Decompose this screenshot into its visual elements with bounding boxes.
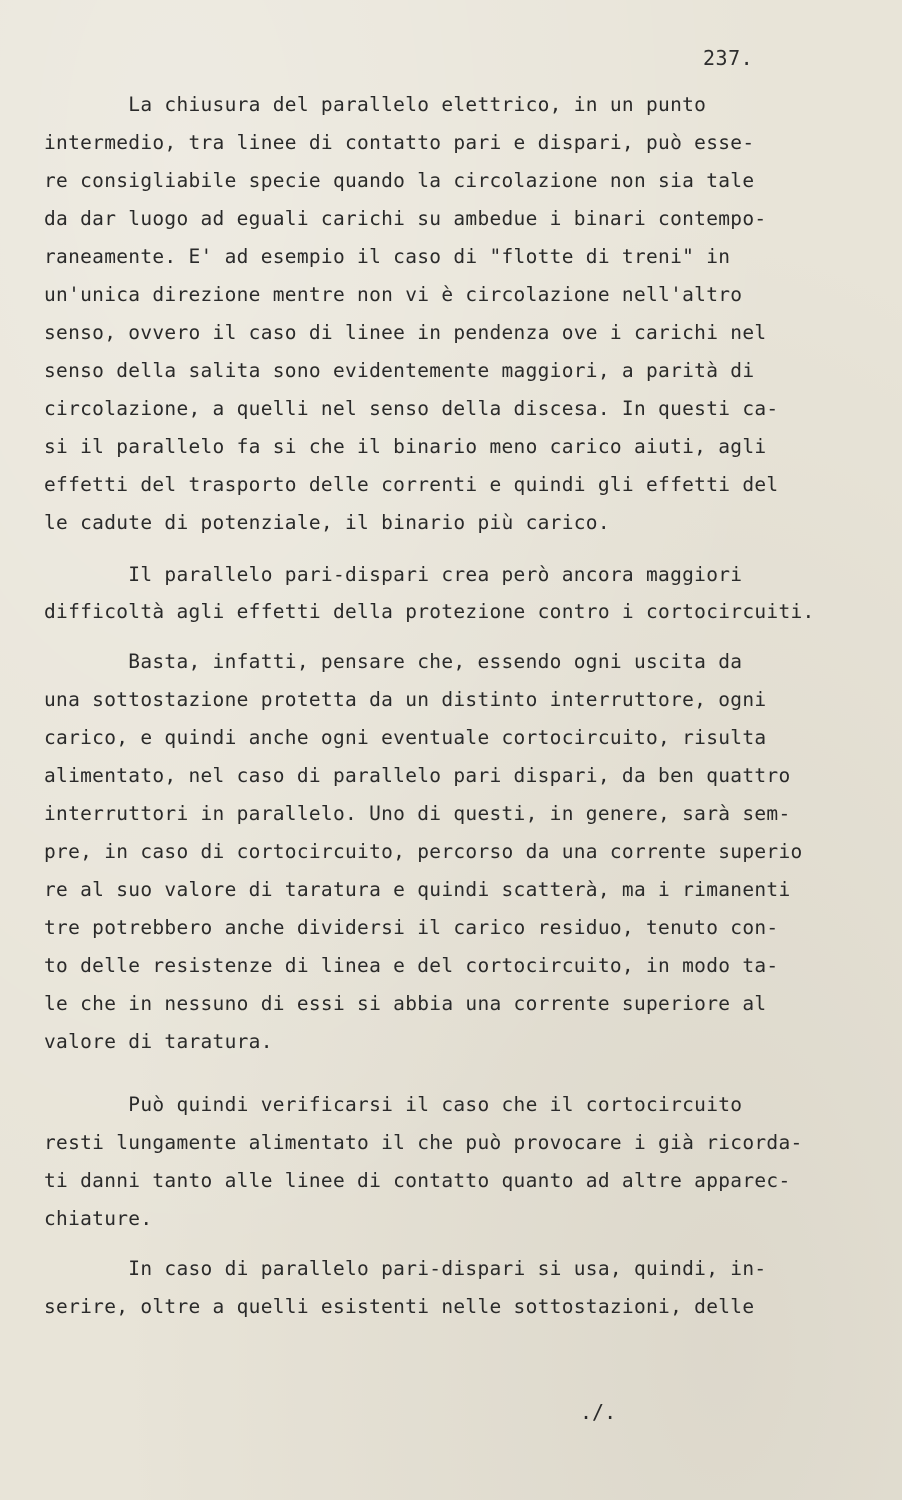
text-line: alimentato, nel caso di parallelo pari dispari, da ben quattro (44, 764, 791, 787)
text-line: interruttori in parallelo. Uno di questi, in genere, sarà sem- (44, 802, 791, 825)
text-line: In caso di parallelo pari-dispari si usa, quindi, in- (44, 1257, 767, 1280)
text-line: si il parallelo fa si che il binario meno carico aiuti, agli (44, 435, 767, 458)
text-line: una sottostazione protetta da un distinto interruttore, ogni (44, 688, 767, 711)
text-line: circolazione, a quelli nel senso della discesa. In questi ca- (44, 397, 779, 420)
text-line: le che in nessuno di essi si abbia una corrente superiore al (44, 992, 767, 1015)
text-line: tre potrebbero anche dividersi il carico residuo, tenuto con- (44, 916, 779, 939)
text-line: re consigliabile specie quando la circolazione non sia tale (44, 169, 755, 192)
text-line: valore di taratura. (44, 1030, 273, 1053)
text-line: senso, ovvero il caso di linee in pendenza ove i carichi nel (44, 321, 767, 344)
text-line: Il parallelo pari-dispari crea però ancora maggiori (44, 563, 743, 586)
text-line: La chiusura del parallelo elettrico, in un punto (44, 93, 707, 116)
text-line: effetti del trasporto delle correnti e quindi gli effetti del (44, 473, 779, 496)
text-line: Basta, infatti, pensare che, essendo ogni uscita da (44, 650, 743, 673)
text-line: carico, e quindi anche ogni eventuale cortocircuito, risulta (44, 726, 767, 749)
text-line: pre, in caso di cortocircuito, percorso da una corrente superio (44, 840, 803, 863)
text-line: re al suo valore di taratura e quindi scatterà, ma i rimanenti (44, 878, 791, 901)
continuation-mark: ./. (580, 1400, 617, 1424)
page-number: 237. (703, 46, 754, 70)
text-line: intermedio, tra linee di contatto pari e dispari, può esse- (44, 131, 755, 154)
text-line: un'unica direzione mentre non vi è circolazione nell'altro (44, 283, 743, 306)
text-line: raneamente. E' ad esempio il caso di "flotte di treni" in (44, 245, 731, 268)
text-line: da dar luogo ad eguali carichi su ambedue i binari contempo- (44, 207, 767, 230)
text-line: senso della salita sono evidentemente maggiori, a parità di (44, 359, 755, 382)
text-line: Può quindi verificarsi il caso che il cortocircuito (44, 1093, 743, 1116)
text-line: to delle resistenze di linea e del cortocircuito, in modo ta- (44, 954, 779, 977)
text-line: le cadute di potenziale, il binario più carico. (44, 511, 610, 534)
text-line: chiature. (44, 1207, 153, 1230)
text-line: difficoltà agli effetti della protezione contro i cortocircuiti. (44, 600, 815, 623)
text-line: resti lungamente alimentato il che può provocare i già ricorda- (44, 1131, 803, 1154)
text-line: serire, oltre a quelli esistenti nelle sottostazioni, delle (44, 1295, 755, 1318)
text-line: ti danni tanto alle linee di contatto quanto ad altre apparec- (44, 1169, 791, 1192)
